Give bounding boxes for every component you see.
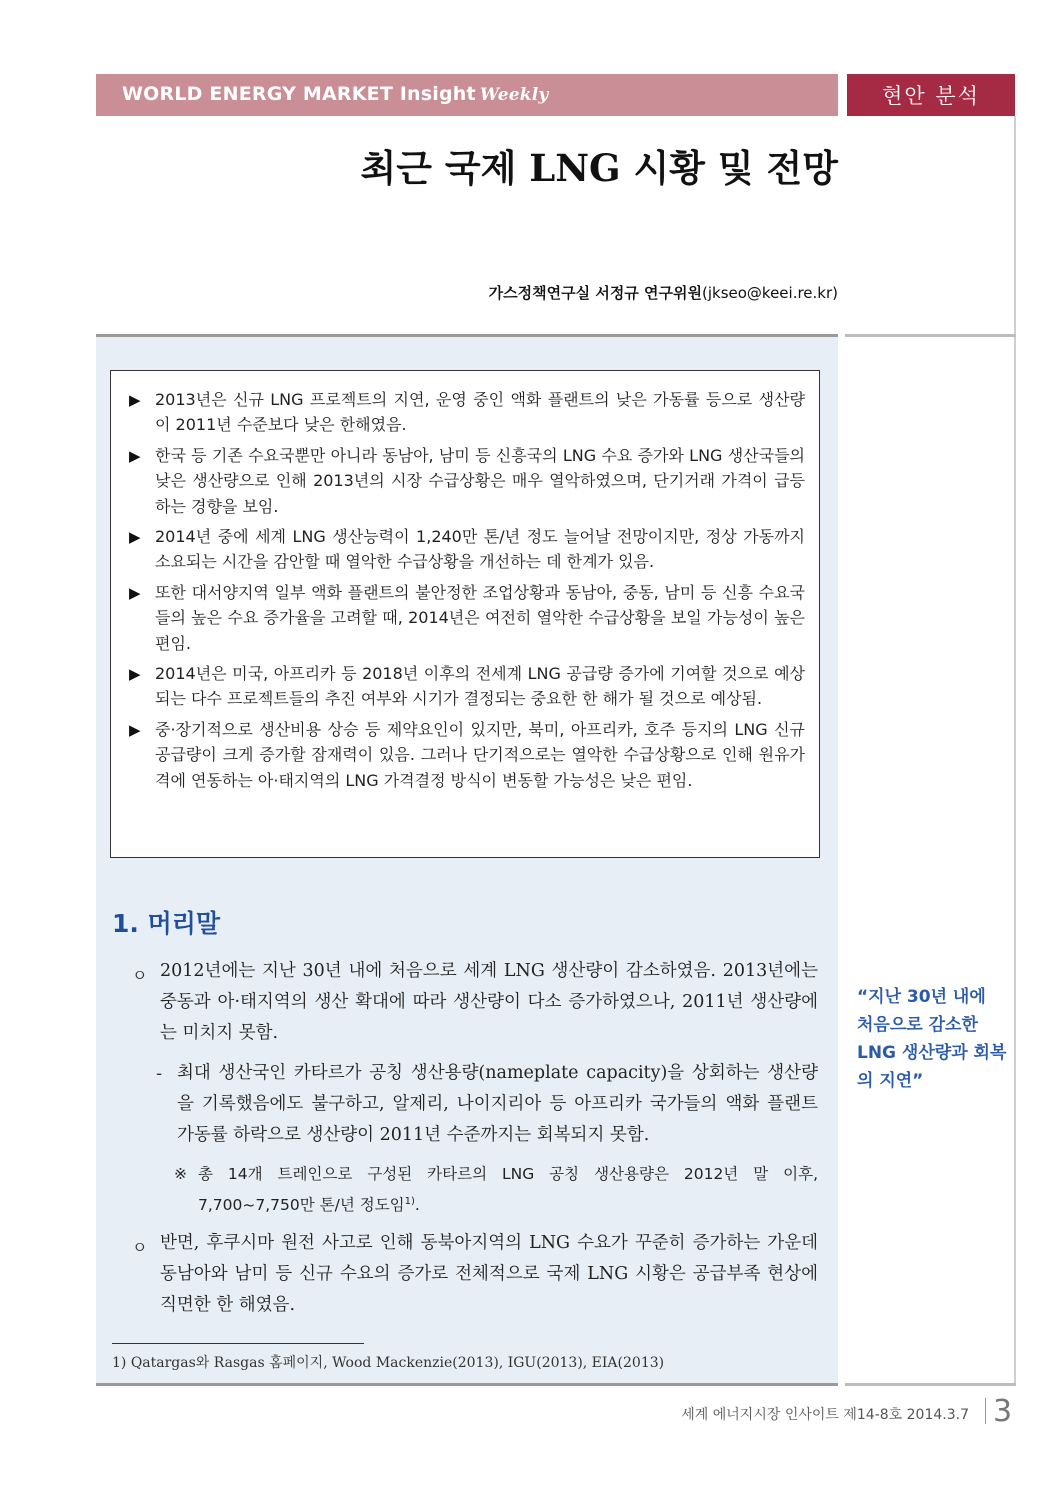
triangle-bullet-icon: ▶ [129,446,141,465]
header-bar [96,74,838,116]
section-heading: 1. 머리말 [112,909,221,938]
author-name: 가스정책연구실 서정규 연구위원 [488,284,702,302]
note-mark-icon: ※ [174,1165,187,1183]
article-title: 최근 국제 LNG 시황 및 전망 [360,146,838,190]
triangle-bullet-icon: ▶ [129,720,141,739]
triangle-bullet-icon: ▶ [129,583,141,602]
summary-item: ▶ 2014년 중에 세계 LNG 생산능력이 1,240만 톤/년 정도 늘어날 전망이지만, 정상 가동까지 소요되는 시간을 감안할 때 열악한 수급상황을 개선하는 데 한계가 있음. [129,527,805,572]
summary-item: ▶ 2014년은 미국, 아프리카 등 2018년 이후의 전세계 LNG 공급량 증가에 기여할 것으로 예상되는 다수 프로젝트들의 추진 여부와 시기가 결정되는 중요한 한 해가 될 것으로 예상됨. [129,664,805,709]
sub-paragraph: 최대 생산국인 카타르가 공칭 생산용량(nameplate capacity)을 상회하는 생산량을 기록했음에도 불구하고, 알제리, 나이지리아 등 아프리카 국가들의 액화 플랜트 가동률 하락으로 생산량이 2011년 수준까지는 회복되지 못함. [177,1063,818,1145]
summary-item: ▶ 중·장기적으로 생산비용 상승 등 제약요인이 있지만, 북미, 아프리카, 호주 등지의 LNG 신규 공급량이 크게 증가할 잠재력이 있음. 그러나 단기적으로는 열악한 수급상황으로 인해 원유가격에 연동하는 아·태지역의 LNG 가격결정 방식이 변동할 가능성은 낮은 편임. [129,719,805,790]
summary-item: ▶ 또한 대서양지역 일부 액화 플랜트의 불안정한 조업상황과 동남아, 중동, 남미 등 신흥 수요국들의 높은 수요 증가율을 고려할 때, 2014년은 여전히 열악한 수급상황을 보일 가능성이 높은 편임. [129,582,805,653]
dash-bullet-icon: - [156,1064,163,1084]
publication-name: WORLD ENERGY MARKET Insight [122,83,476,105]
page-number: 3 [993,1394,1013,1429]
footnote: 1) Qatargas와 Rasgas 홈페이지, Wood Mackenzie(2013), IGU(2013), EIA(2013) [112,1355,665,1371]
publication-weekly: Weekly [479,85,549,105]
footnote-rule [112,1343,364,1344]
footer-divider [96,1383,838,1386]
note: 총 14개 트레인으로 구성된 카타르의 LNG 공칭 생산용량은 2012년 말 이후, 7,700~7,750만 톤/년 정도임$^{1)}$. [198,1165,818,1215]
footer-publication-issue: 세계 에너지시장 인사이트 제14-8호 2014.3.7 [681,1407,969,1423]
footer-separator [985,1398,986,1424]
right-margin-rule [1014,116,1016,336]
footer-sidebar-divider [845,1383,1016,1386]
paragraph: 반면, 후쿠시마 원전 사고로 인해 동북아지역의 LNG 수요가 꾸준히 증가하는 가운데 동남아와 남미 등 신규 수요의 증가로 전체적으로 국제 LNG 시황은 공급부족 현상에 직면한 한 해였음. [160,1233,818,1315]
triangle-bullet-icon: ▶ [129,665,141,684]
sidebar-right-rule [1014,337,1016,1383]
section-tab: 현안 분석 [847,74,1015,116]
sidebar-divider [845,334,1016,337]
author-line [489,282,838,303]
circle-bullet-icon: ㅇ [132,1238,148,1257]
triangle-bullet-icon: ▶ [129,391,141,409]
circle-bullet-icon: ㅇ [132,966,148,985]
triangle-bullet-icon: ▶ [129,528,141,547]
publication-title [122,83,548,105]
author-email: (jkseo@keei.re.kr) [701,284,838,302]
footnote-ref: 1) [404,1196,415,1207]
pull-quote: “지난 30년 내에 처음으로 감소한 LNG 생산량과 회복의 지연” [857,987,1007,1091]
summary-item: ▶ 한국 등 기존 수요국뿐만 아니라 동남아, 남미 등 신흥국의 LNG 수요 증가와 LNG 생산국들의 낮은 생산량으로 인해 2013년의 시장 수급상황은 매우 열악하였으며, 단기거래 가격이 급등하는 경향을 보임. [129,445,805,516]
paragraph: 2012년에는 지난 30년 내에 처음으로 세계 LNG 생산량이 감소하였음. 2013년에는 중동과 아·태지역의 생산 확대에 따라 생산량이 다소 증가하였으나, 2011년 생산량에는 미치지 못함. [160,961,818,1043]
summary-item: ▶ 2013년은 신규 LNG 프로젝트의 지연, 운영 중인 액화 플랜트의 낮은 가동률 등으로 생산량이 2011년 수준보다 낮은 한해였음. [129,390,805,435]
summary-box [110,370,820,858]
